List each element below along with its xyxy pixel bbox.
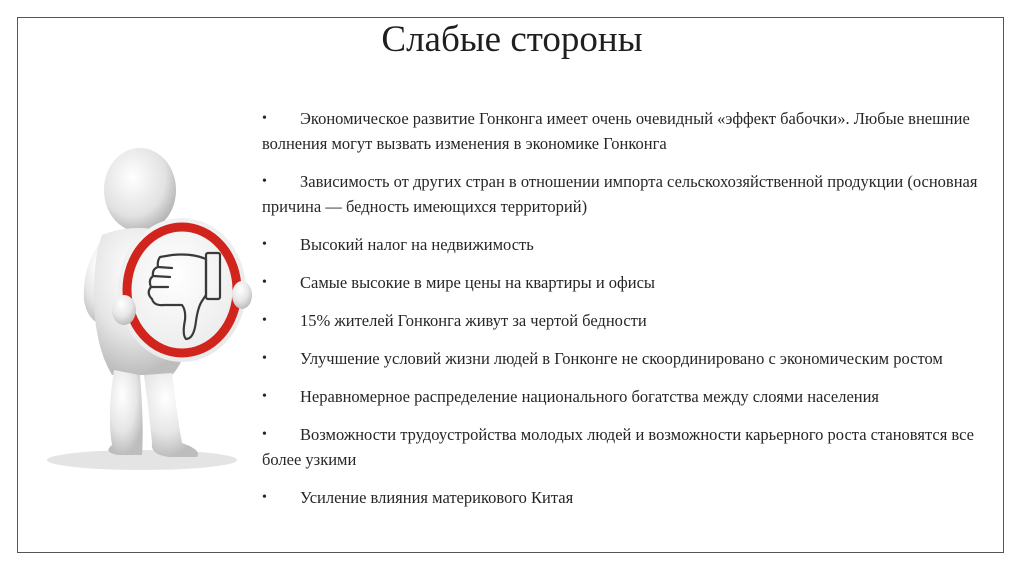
bullet-symbol: • <box>262 275 267 290</box>
bullet-item <box>262 106 997 156</box>
bullet-symbol: • <box>262 111 267 126</box>
bullet-item <box>262 232 997 257</box>
figure-with-dislike-sign <box>32 125 287 480</box>
slide-title: Слабые стороны <box>381 19 643 60</box>
bullet-item <box>262 308 997 333</box>
bullet-item <box>262 485 997 510</box>
bullet-symbol: • <box>262 427 267 442</box>
bullet-symbol: • <box>262 490 267 505</box>
weaknesses-bullet-list <box>262 106 997 523</box>
bullet-text: Усиление влияния материкового Китая <box>300 488 574 507</box>
bullet-item <box>262 422 997 472</box>
figure-head <box>104 148 176 232</box>
bullet-text: 15% жителей Гонконга живут за чертой бедности <box>300 311 647 330</box>
bullet-text: Высокий налог на недвижимость <box>300 235 534 254</box>
bullet-symbol: • <box>262 351 267 366</box>
bullet-symbol: • <box>262 237 267 252</box>
bullet-text: Неравномерное распределение национального богатства между слоями населения <box>300 387 880 406</box>
bullet-text: Улучшение условий жизни людей в Гонконге не скоординировано с экономическим ростом <box>300 349 943 368</box>
bullet-symbol: • <box>262 389 267 404</box>
bullet-item <box>262 169 997 219</box>
bullet-text: Зависимость от других стран в отношении импорта сельскохозяйственной продукции (основная причина — бедность имеющихся территорий) <box>262 172 978 216</box>
bullet-text: Экономическое развитие Гонконга имеет очень очевидный «эффект бабочки». Любые внешние волнения могут вызвать изменения в экономике Гонконга <box>262 109 970 153</box>
bullet-symbol: • <box>262 313 267 328</box>
bullet-text: Возможности трудоустройства молодых людей и возможности карьерного роста становятся все более узкими <box>262 425 974 469</box>
bullet-item <box>262 270 997 295</box>
bullet-item <box>262 384 997 409</box>
bullet-symbol: • <box>262 174 267 189</box>
bullet-text: Самые высокие в мире цены на квартиры и офисы <box>300 273 655 292</box>
bullet-item <box>262 346 997 371</box>
